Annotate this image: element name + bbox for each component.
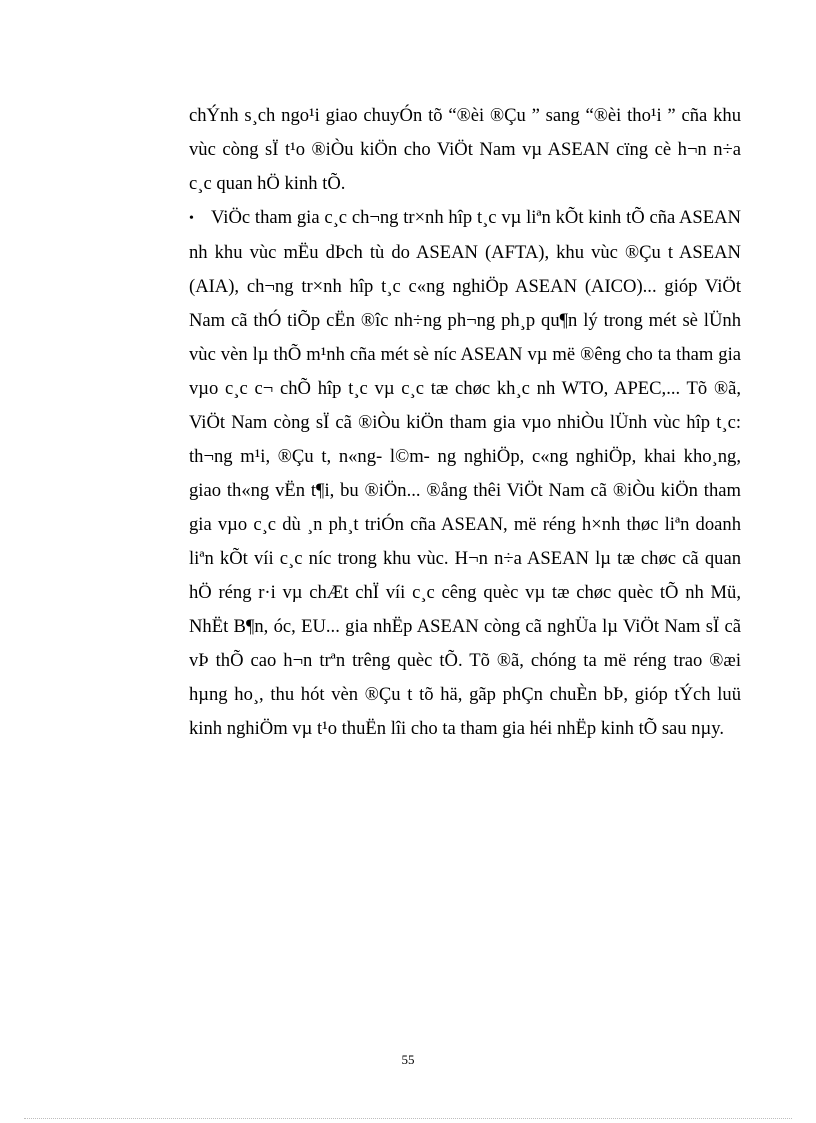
- bullet-paragraph: [189, 201, 741, 746]
- document-body: [189, 99, 741, 746]
- bullet-paragraph-text: ViÖc tham gia c¸c ch¬ng tr×nh hîp t¸c vµ liªn kÕt kinh tÕ cña ASEAN nh khu vùc mËu dÞch tù do ASEAN (AFTA), khu vùc ®Çu t ASEAN (AIA), ch¬ng tr×nh hîp t¸c c«ng nghiÖp ASEAN (AICO)... gióp ViÖt Nam cã thÓ tiÕp cËn ®îc nh÷ng ph¬ng ph¸p qu¶n lý trong mét sè lÜnh vùc vèn lµ thÕ m¹nh cña mét sè níc ASEAN vµ më ®êng cho ta tham gia vµo c¸c c¬ chÕ hîp t¸c vµ c¸c tæ chøc kh¸c nh WTO, APEC,... Tõ ®ã, ViÖt Nam còng sÏ cã ®iÒu kiÖn tham gia vµo nhiÒu lÜnh vùc hîp t¸c: th¬ng m¹i, ®Çu t, n«ng- l©m- ng nghiÖp, c«ng nghiÖp, khai kho¸ng, giao th«ng vËn t¶i, bu ®iÖn... ®ång thêi ViÖt Nam cã ®iÒu kiÖn tham gia vµo c¸c dù ¸n ph¸t triÓn cña ASEAN, më réng h×nh thøc liªn doanh liªn kÕt víi c¸c níc trong khu vùc. H¬n n÷a ASEAN lµ tæ chøc cã quan hÖ réng r·i vµ chÆt chÏ víi c¸c cêng quèc vµ tæ chøc quèc tÕ nh Mü, NhËt B¶n, óc, EU... gia nhËp ASEAN còng cã nghÜa lµ ViÖt Nam sÏ cã vÞ thÕ cao h¬n trªn trêng quèc tÕ. Tõ ®ã, chóng ta më réng trao ®æi hµng ho¸, thu hót vèn ®Çu t tõ hä, gãp phÇn chuÈn bÞ, gióp tÝch luü kinh nghiÖm vµ t¹o thuËn lîi cho ta tham gia héi nhËp kinh tÕ sau nµy.: [189, 207, 741, 739]
- page-number: 55: [401, 1052, 415, 1067]
- bullet-icon: •: [189, 211, 194, 226]
- page-bottom-edge: [24, 1118, 792, 1119]
- paragraph-continued: chÝnh s¸ch ngo¹i giao chuyÓn tõ “®èi ®Çu ” sang “®èi tho¹i ” cña khu vùc còng sÏ t¹o ®iÒu kiÖn cho ViÖt Nam vµ ASEAN cïng cè h¬n n÷a c¸c quan hÖ kinh tÕ.: [189, 105, 741, 194]
